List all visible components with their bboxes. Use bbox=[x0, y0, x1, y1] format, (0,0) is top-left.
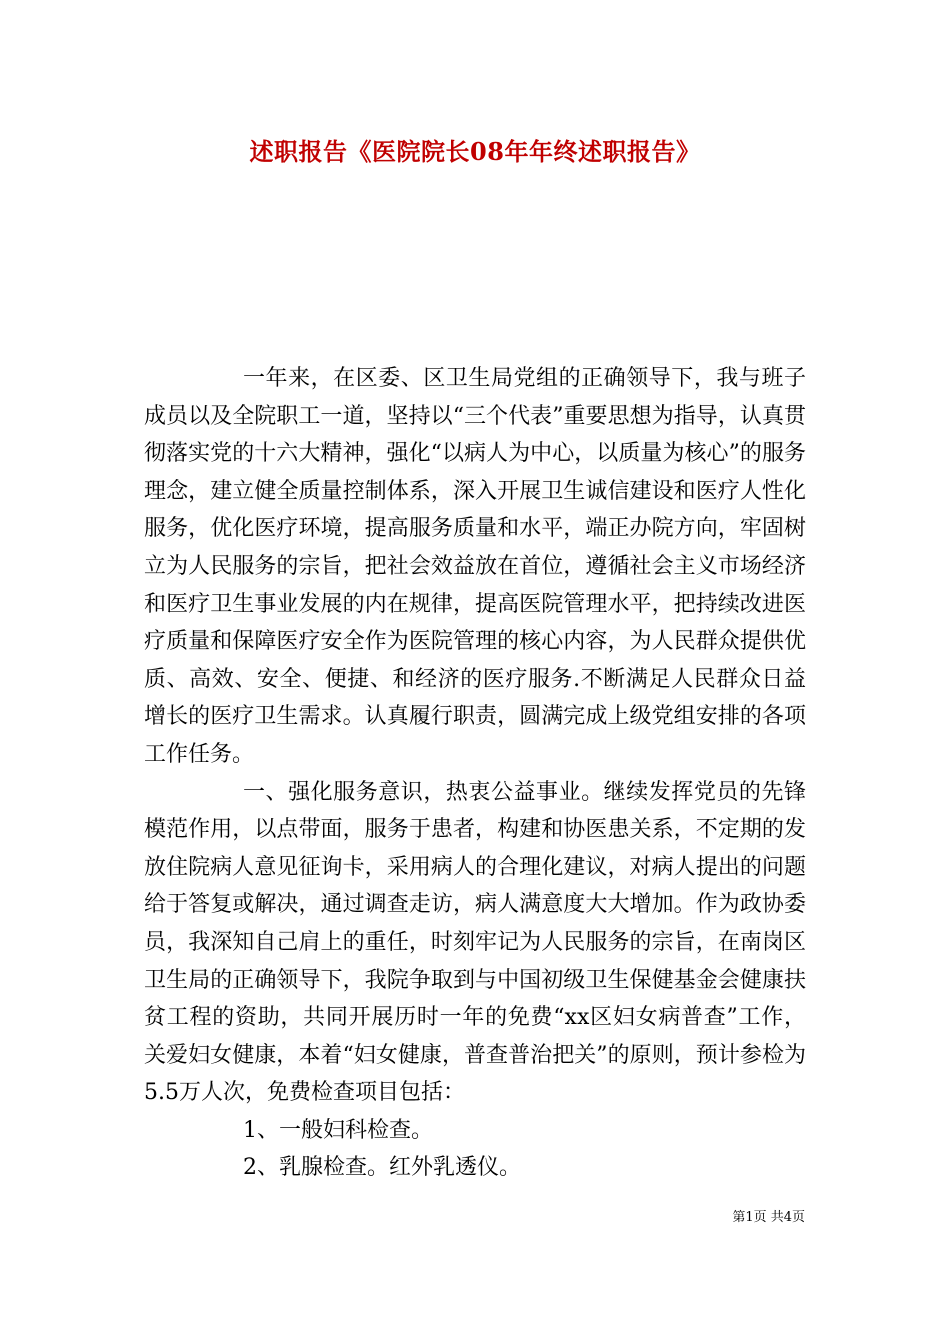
list-item-gynecology-exam: 1、一般妇科检查。 bbox=[243, 1117, 433, 1143]
paragraph-section-one: 一、强化服务意识，热衷公益事业。继续发挥党员的先锋模范作用，以点带面，服务于患者，构建和协医患关系，不定期的发放住院病人意见征询卡，采用病人的合理化建议，对病人提出的问题给于答复或解决，通过调查走访，病人满意度大大增加。作为政协委员，我深知自己肩上的重任，时刻牢记为人民服务的宗旨，在南岗区卫生局的正确领导下，我院争取到与中国初级卫生保健基金会健康扶贫工程的资助，共同开展历时一年的免费“xx区妇女病普查”工作，关爱妇女健康，本着“妇女健康，普查普治把关”的原则，预计参检为5.5万人次，免费检查项目包括： bbox=[144, 779, 806, 1106]
document-title: 述职报告《医院院长08年年终述职报告》 bbox=[249, 137, 701, 166]
page-number: 第1页 共4页 bbox=[732, 1210, 805, 1225]
document-body bbox=[144, 360, 806, 1187]
paragraph-intro: 一年来，在区委、区卫生局党组的正确领导下，我与班子成员以及全院职工一道，坚持以“三个代表”重要思想为指导，认真贯彻落实党的十六大精神，强化“以病人为中心，以质量为核心”的服务理念，建立健全质量控制体系，深入开展卫生诚信建设和医疗人性化服务，优化医疗环境，提高服务质量和水平，端正办院方向，牢固树立为人民服务的宗旨，把社会效益放在首位，遵循社会主义市场经济和医疗卫生事业发展的内在规律，提高医院管理水平，把持续改进医疗质量和保障医疗安全作为医院管理的核心内容，为人民群众提供优质、高效、安全、便捷、和经济的医疗服务.不断满足人民群众日益增长的医疗卫生需求。认真履行职责，圆满完成上级党组安排的各项工作任务。 bbox=[144, 366, 806, 767]
list-item-breast-exam: 2、乳腺检查。红外乳透仪。 bbox=[243, 1155, 521, 1181]
